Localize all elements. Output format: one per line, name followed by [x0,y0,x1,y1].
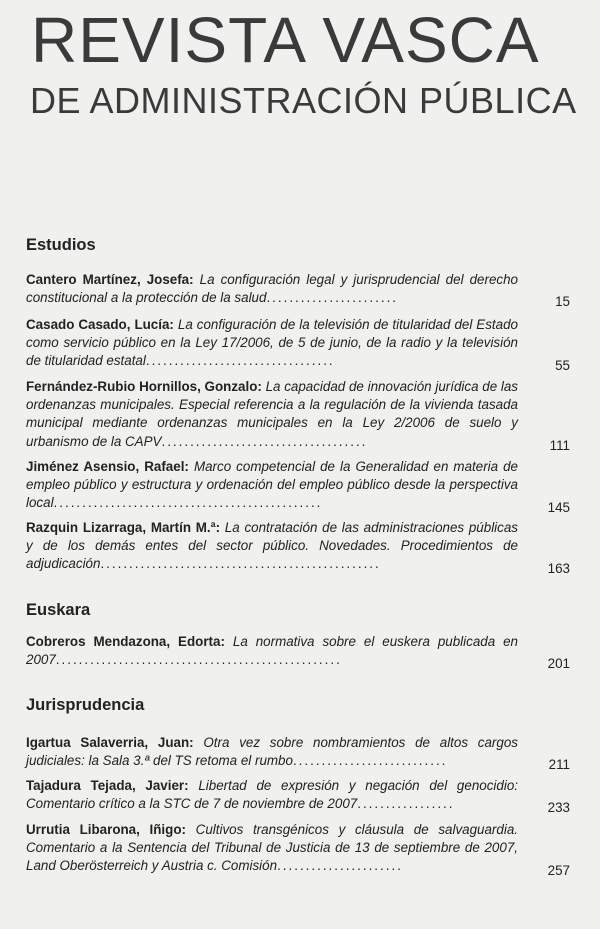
toc-entry[interactable] [26,633,576,672]
entry-title: La contratación de las administraciones públicas y de los demás entes del sector público. Novedades. Procedimientos de adjudicación [26,520,518,572]
entry-page-number: 145 [547,499,570,515]
entry-author: Tajadura Tejada, Javier: [26,778,189,793]
section-heading-estudios: Estudios [26,236,96,254]
entry-author: Igartua Salaverria, Juan: [26,735,194,750]
entry-author: Casado Casado, Lucía: [26,317,174,332]
entry-title: La capacidad de innovación jurídica de las ordenanzas municipales. Especial referencia a la regulación de la vivienda tasada municipal mediante ordenanzas municipales en la Ley 2/2006 de suelo y urbanismo de la CAPV [26,379,518,449]
leader-dots: .................................................. [55,652,342,668]
entry-title: La normativa sobre el euskera publicada en 2007 [26,634,518,668]
entry-title: La configuración legal y jurisprudencial del derecho constitucional a la protección de la salud [26,272,518,306]
entry-author: Cantero Martínez, Josefa: [26,272,194,287]
entry-author: Jiménez Asensio, Rafael: [26,459,189,474]
section-heading-jurisprudencia: Jurisprudencia [26,696,145,714]
leader-dots: ...................... [277,858,403,874]
toc-entry[interactable] [26,271,576,310]
journal-subtitle: DE ADMINISTRACIÓN PÚBLICA [30,80,577,121]
entry-page-number: 233 [547,800,570,816]
toc-entry[interactable] [26,458,576,513]
leader-dots: ................. [357,796,455,812]
entry-title: Cultivos transgénicos y cláusula de salvaguardia. Comentario a la Sentencia del Tribunal de Justicia de 13 de septiembre de 2007, Land Oberösterreich y Austria c. Comisión [26,822,518,874]
entry-author: Cobreros Mendazona, Edorta: [26,634,225,649]
toc-entry[interactable] [26,734,576,773]
toc-entry[interactable] [26,519,576,574]
entry-title: Otra vez sobre nombramientos de altos cargos judiciales: la Sala 3.ª del TS retoma el rumbo [26,735,518,769]
leader-dots: ........................... [292,753,448,769]
journal-title: REVISTA VASCA [31,4,540,76]
entry-page-number: 201 [547,656,570,672]
leader-dots: ................................................. [100,556,381,572]
toc-entry[interactable] [26,316,576,371]
entry-page-number: 257 [547,862,570,878]
leader-dots: ................................. [145,353,335,369]
leader-dots: ............................................... [53,495,323,511]
entry-page-number: 211 [548,757,570,773]
entry-author: Fernández-Rubio Hornillos, Gonzalo: [26,379,262,394]
entry-page-number: 111 [549,437,570,453]
entry-author: Urrutia Libarona, Iñigo: [26,822,186,837]
entry-page-number: 15 [555,294,570,310]
toc-entry[interactable] [26,777,576,816]
toc-entry[interactable] [26,821,576,876]
entry-page-number: 55 [555,357,570,373]
entry-title: Marco competencial de la Generalidad en materia de empleo público y estructura y ordenación del empleo público desde la perspectiva local [26,459,519,511]
entry-title: Libertad de expresión y negación del genocidio: Comentario crítico a la STC de 7 de noviembre de 2007 [26,778,518,812]
toc-entry[interactable] [26,378,576,451]
entry-page-number: 163 [547,560,570,576]
entry-author: Razquin Lizarraga, Martín M.ª: [26,520,221,535]
leader-dots: .................................... [161,433,368,449]
entry-title: La configuración de la televisión de titularidad del Estado como servicio público en la Ley 17/2006, de 5 de junio, de la radio y la televisión de titularidad estatal [26,317,518,369]
leader-dots: ....................... [266,290,399,306]
section-heading-euskara: Euskara [26,601,91,619]
